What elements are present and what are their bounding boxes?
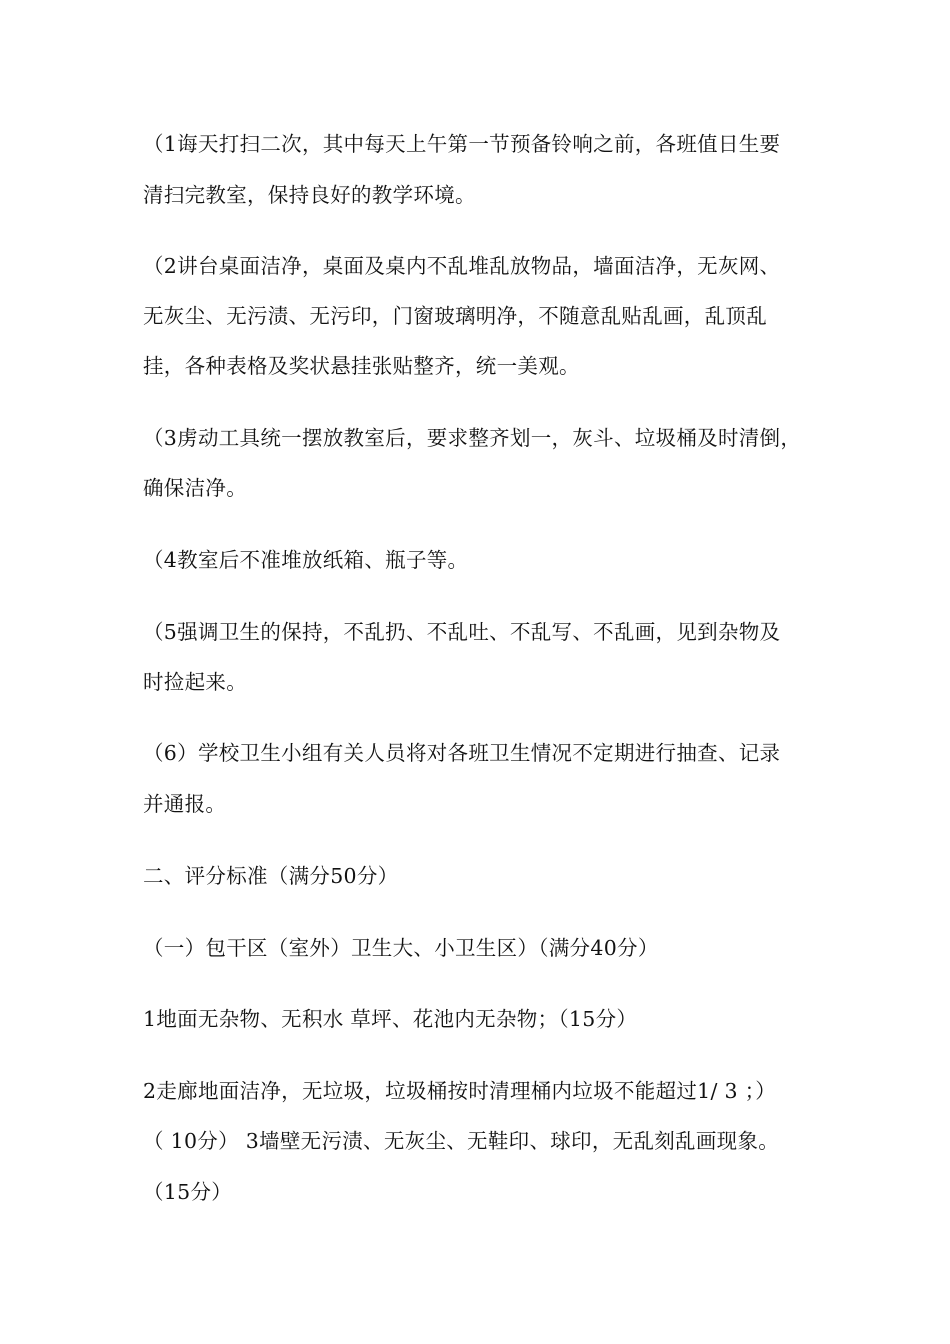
text-line: （3虏动工具统一摆放教室后，要求整齐划一，灰斗、垃圾桶及时清倒， — [143, 426, 802, 450]
text-line: 清扫完教室，保持良好的教学环境。 — [143, 183, 476, 207]
text-line: （6）学校卫生小组有关人员将对各班卫生情况不定期进行抽查、记录 — [143, 741, 781, 765]
text-line: 时捡起来。 — [143, 670, 247, 694]
text-line: 1地面无杂物、无积水 草坪、花池内无杂物；（15分） — [143, 1007, 638, 1031]
text-line: （15分） — [143, 1180, 233, 1204]
text-line: （1诲天打扫二次，其中每天上午第一节预备铃响之前，各班值日生要 — [143, 132, 781, 156]
text-line: 并通报。 — [143, 792, 227, 816]
text-line: （4教室后不准堆放纸箱、瓶子等。 — [143, 548, 469, 572]
text-line: （5强调卫生的保持，不乱扔、不乱吐、不乱写、不乱画，见到杂物及 — [143, 620, 781, 644]
text-line: （2讲台桌面洁净，桌面及桌内不乱堆乱放物品，墙面洁净，无灰网、 — [143, 254, 781, 278]
text-line: 无灰尘、无污渍、无污印，门窗玻璃明净，不随意乱贴乱画，乱顶乱 — [143, 304, 767, 328]
text-line: 确保洁净。 — [143, 476, 247, 500]
section-heading: 二、评分标准（满分50分） — [143, 864, 399, 888]
subsection-heading: （一）包干区（室外）卫生大、小卫生区）（满分40分） — [143, 936, 659, 960]
text-line: （ 10分） 3墙壁无污渍、无灰尘、无鞋印、球印，无乱刻乱画现象。 — [143, 1129, 780, 1153]
text-line: 挂，各种表格及奖状悬挂张贴整齐，统一美观。 — [143, 354, 580, 378]
text-line: 2走廊地面洁净，无垃圾，垃圾桶按时清理桶内垃圾不能超过1/ 3 ；） — [143, 1079, 777, 1103]
